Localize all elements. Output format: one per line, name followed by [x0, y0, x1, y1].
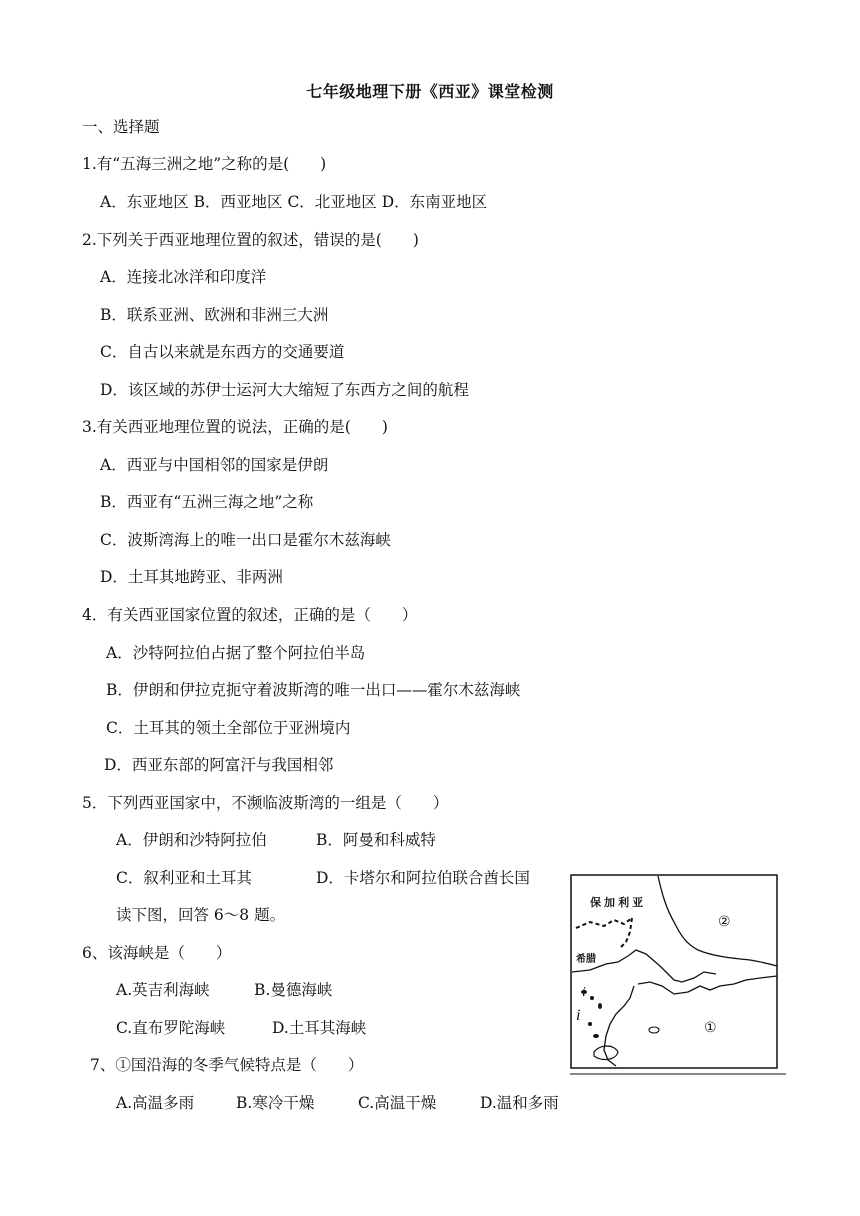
q2-option-d: D．该区域的苏伊士运河大大缩短了东西方之间的航程	[100, 381, 469, 399]
italic-mark: i	[576, 1007, 581, 1024]
q4-option-a: A．沙特阿拉伯占据了整个阿拉伯半岛	[106, 644, 366, 662]
q1-options: A．东亚地区 B．西亚地区 C．北亚地区 D．东南亚地区	[100, 193, 488, 211]
q4-option-d: D．西亚东部的阿富汗与我国相邻	[104, 756, 334, 774]
q6-option-c: C.直布罗陀海峡	[116, 1019, 226, 1037]
q3-option-b: B．西亚有“五洲三海之地”之称	[100, 493, 314, 511]
island	[588, 1022, 592, 1026]
read-note: 读下图，回答 6～8 题。	[116, 906, 286, 924]
section-heading: 一、选择题	[82, 118, 160, 136]
label-greece: 希腊	[576, 954, 596, 965]
italic-mark: i	[582, 985, 586, 1000]
q7-stem: 7、①国沿海的冬季气候特点是（ ）	[90, 1056, 364, 1074]
marker-1: ①	[704, 1020, 717, 1036]
q1-stem: 1.有“五海三洲之地”之称的是( )	[82, 155, 327, 173]
q5-option-b: B．阿曼和科威特	[316, 831, 436, 849]
q5-stem: 5．下列西亚国家中，不濒临波斯湾的一组是（ ）	[82, 794, 449, 812]
q4-stem: 4．有关西亚国家位置的叙述，正确的是（ ）	[82, 606, 418, 624]
q4-option-b: B．伊朗和伊拉克扼守着波斯湾的唯一出口——霍尔木兹海峡	[106, 681, 521, 699]
island	[590, 996, 594, 1000]
q5-option-a: A．伊朗和沙特阿拉伯	[116, 831, 267, 849]
island	[593, 1034, 599, 1038]
q3-option-c: C．波斯湾海上的唯一出口是霍尔木兹海峡	[100, 531, 391, 549]
page-title: 七年级地理下册《西亚》课堂检测	[306, 82, 554, 101]
q6-option-b: B.曼德海峡	[254, 981, 333, 999]
q7-option-b: B.寒冷干燥	[236, 1094, 315, 1112]
q3-option-d: D．土耳其地跨亚、非两洲	[100, 568, 283, 586]
q4-option-c: C．土耳其的领土全部位于亚洲境内	[106, 719, 351, 737]
q6-option-a: A.英吉利海峡	[116, 981, 210, 999]
marker-2: ②	[718, 914, 731, 930]
q2-stem: 2.下列关于西亚地理位置的叙述，错误的是( )	[82, 231, 419, 249]
strait-map	[570, 874, 786, 1076]
q2-option-c: C．自古以来就是东西方的交通要道	[100, 343, 345, 361]
island	[598, 1003, 602, 1009]
q2-option-b: B．联系亚洲、欧洲和非洲三大洲	[100, 306, 329, 324]
q3-stem: 3.有关西亚地理位置的说法，正确的是( )	[82, 418, 388, 436]
q2-option-a: A．连接北冰洋和印度洋	[100, 268, 267, 286]
label-bulgaria: 保 加 利 亚	[590, 897, 644, 909]
q6-stem: 6、该海峡是（ ）	[82, 944, 232, 962]
q7-option-a: A.高温多雨	[116, 1094, 195, 1112]
q6-option-d: D.土耳其海峡	[272, 1019, 367, 1037]
q5-option-d: D．卡塔尔和阿拉伯联合酋长国	[316, 869, 530, 887]
q3-option-a: A．西亚与中国相邻的国家是伊朗	[100, 456, 329, 474]
q7-option-d: D.温和多雨	[480, 1094, 559, 1112]
q5-option-c: C．叙利亚和土耳其	[116, 869, 252, 887]
q7-option-c: C.高温干燥	[358, 1094, 437, 1112]
